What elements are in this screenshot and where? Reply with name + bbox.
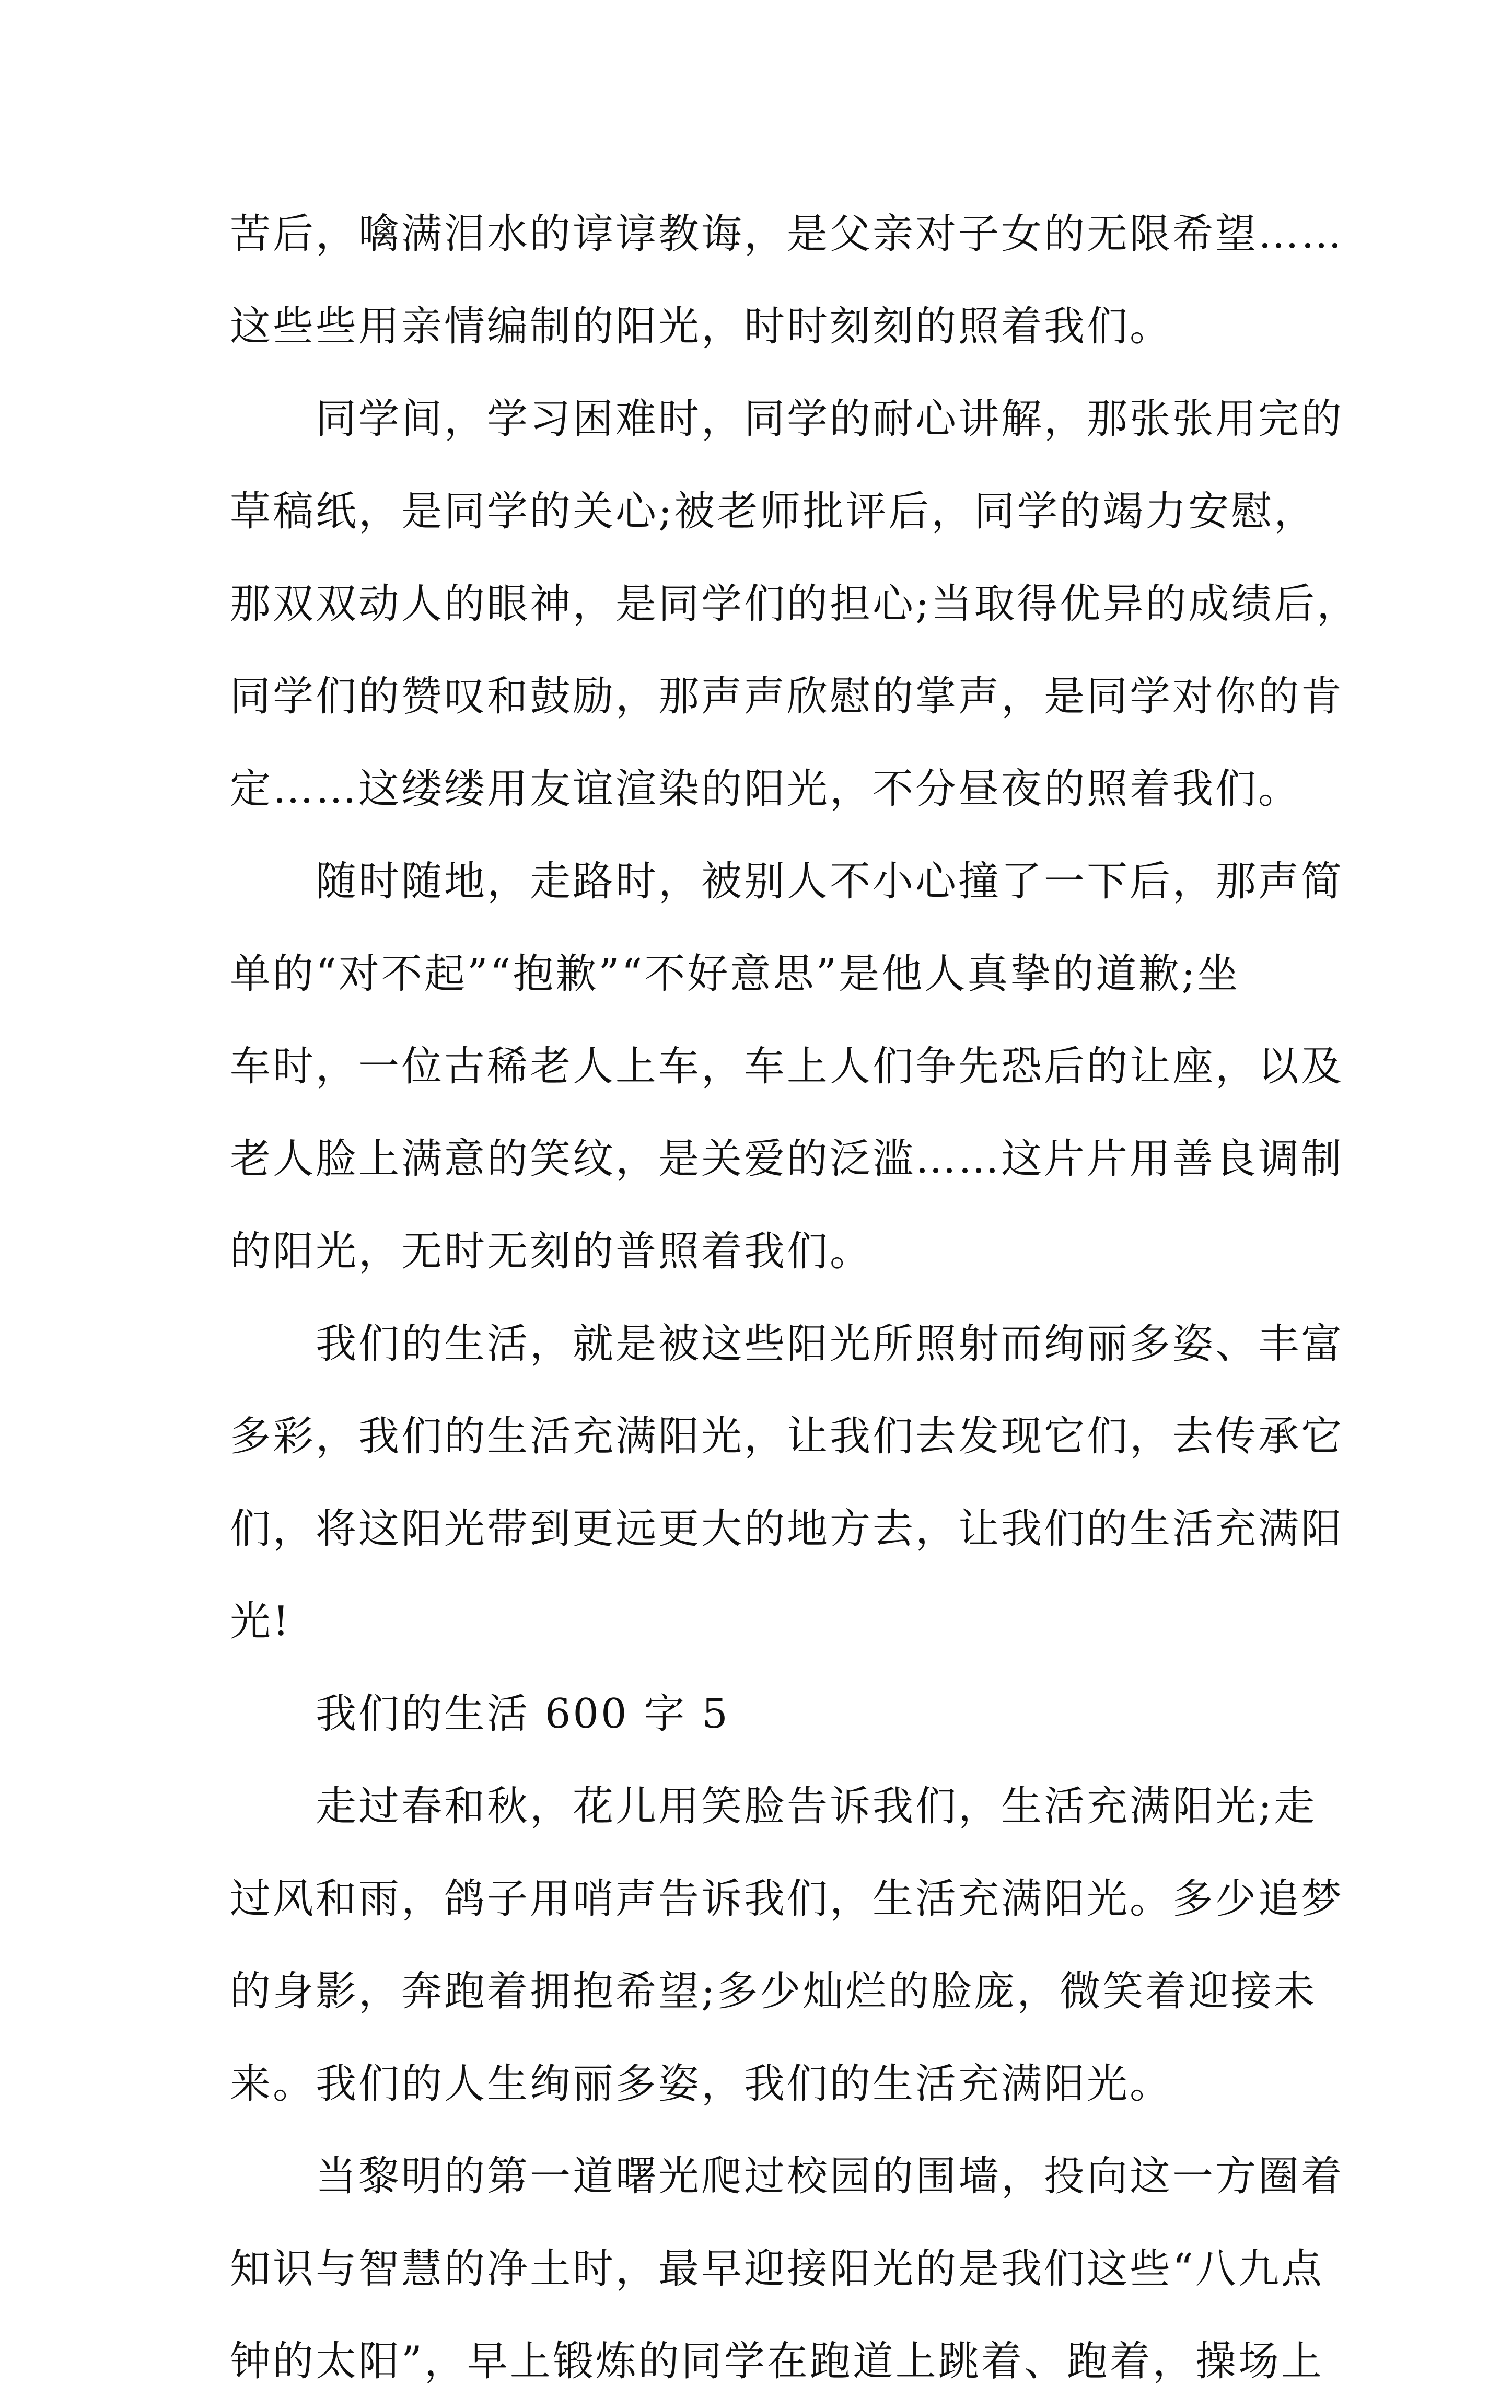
text-line: 草稿纸，是同学的关心;被老师批评后，同学的竭力安慰， — [230, 488, 1317, 535]
text-line: 车时，一位古稀老人上车，车上人们争先恐后的让座，以及 — [230, 1043, 1344, 1090]
paragraph-start-line: 随时随地，走路时，被别人不小心撞了一下后，那声简 — [316, 858, 1344, 905]
paragraph-start-line: 当黎明的第一道曙光爬过校园的围墙，投向这一方圈着 — [316, 2153, 1344, 2200]
text-line: 知识与智慧的净土时，最早迎接阳光的是我们这些“八九点 — [230, 2245, 1324, 2293]
text-line: 这些些用亲情编制的阳光，时时刻刻的照着我们。 — [230, 303, 1173, 350]
text-line: 单的“对不起”“抱歉”“不好意思”是他人真挚的道歉;坐 — [230, 951, 1240, 998]
text-line: 来。我们的人生绚丽多姿，我们的生活充满阳光。 — [230, 2060, 1173, 2108]
text-line: 同学们的赞叹和鼓励，那声声欣慰的掌声，是同学对你的肯 — [230, 673, 1344, 720]
paragraph-start-line: 走过春和秋，花儿用笑脸告诉我们，生活充满阳光;走 — [316, 1783, 1317, 1830]
text-line: 们，将这阳光带到更远更大的地方去，让我们的生活充满阳 — [230, 1506, 1344, 1553]
text-line: 那双双动人的眼神，是同学们的担心;当取得优异的成绩后， — [230, 581, 1360, 628]
text-line: 苦后，噙满泪水的谆谆教诲，是父亲对子女的无限希望…… — [230, 211, 1344, 258]
document-body — [230, 188, 1360, 2408]
text-line: 多彩，我们的生活充满阳光，让我们去发现它们，去传承它 — [230, 1413, 1344, 1460]
paragraph-start-line: 我们的生活，就是被这些阳光所照射而绚丽多姿、丰富 — [316, 1321, 1344, 1368]
text-line: 老人脸上满意的笑纹，是关爱的泛滥……这片片用善良调制 — [230, 1136, 1344, 1183]
section-heading: 我们的生活 600 字 5 — [316, 1691, 730, 1738]
text-line: 钟的太阳”，早上锻炼的同学在跑道上跳着、跑着，操场上 — [230, 2338, 1324, 2385]
text-line: 的阳光，无时无刻的普照着我们。 — [230, 1228, 873, 1275]
text-line: 定……这缕缕用友谊渲染的阳光，不分昼夜的照着我们。 — [230, 766, 1301, 813]
text-line: 过风和雨，鸽子用哨声告诉我们，生活充满阳光。多少追梦 — [230, 1876, 1344, 1923]
text-line: 光! — [230, 1598, 292, 1645]
text-line: 的身影，奔跑着拥抱希望;多少灿烂的脸庞，微笑着迎接未 — [230, 1968, 1317, 2015]
paragraph-start-line: 同学间，学习困难时，同学的耐心讲解，那张张用完的 — [316, 396, 1344, 443]
